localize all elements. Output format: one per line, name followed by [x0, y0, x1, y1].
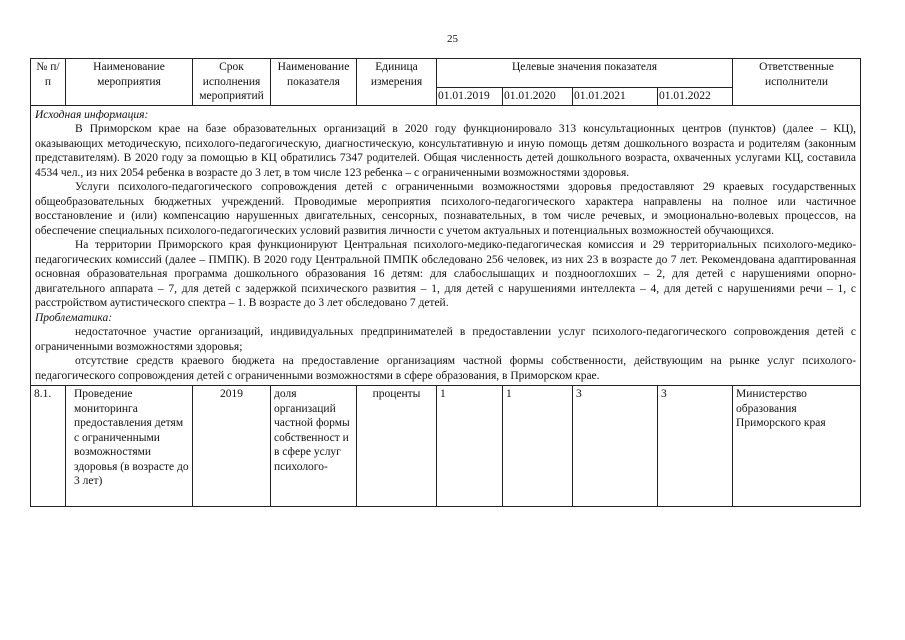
- page-number: 25: [447, 33, 458, 45]
- row-value-2022: 3: [658, 386, 733, 507]
- info-paragraph-1: В Приморском крае на базе образовательных организаций в 2020 году функционировало 313 консультационных центров (пунктов) (далее – КЦ), оказывающих методическую, психолого-педагогическую, диагностическую, консультативную и иную помощь детям дошкольного возраста и родителям (законным представителям). В 2020 году за помощью в КЦ обратились 7347 родителей. Общая численность детей дошкольного возраста, охваченных услугами КЦ, составила 4534 чел., из них 2054 ребенка в возрасте до 3 лет, в том числе 123 ребенка – с ограниченными возможностями здоровья.: [35, 123, 857, 179]
- header-date-2021: 01.01.2021: [573, 88, 658, 106]
- info-row: [31, 105, 861, 386]
- info-paragraph-2: Услуги психолого-педагогического сопровождения детей с ограниченными возможностями здоровья предоставляют 29 краевых государственных общеобразовательных бюджетных учреждений. Проводимые мероприятия психолого-педагогического характера направлены на полное или частичное восстановление и (или) компенсацию нарушенных двигательных, сенсорных, познавательных, в том числе речевых, и эмоционально-волевых процессов, на обеспечение специальных психолого-педагогических условий развития личности с учетом актуальных и потенциальных возможностей обучающихся.: [35, 181, 857, 237]
- header-responsible: Ответственные исполнители: [733, 59, 861, 106]
- source-info-label: Исходная информация:: [35, 108, 149, 121]
- row-responsible: Министерство образования Приморского края: [733, 386, 861, 507]
- problem-item-2: отсутствие средств краевого бюджета на предоставление организациям частной формы собственности, действующим на рынке услуг психолого-педагогического сопровождения детей с ограниченными возможностями в сфере образования, в Приморском крае.: [35, 355, 857, 382]
- header-target: Целевые значения показателя: [437, 59, 733, 88]
- row-value-2021: 3: [573, 386, 658, 507]
- header-unit: Единица измерения: [357, 59, 437, 106]
- row-value-2019: 1: [437, 386, 503, 507]
- problem-item-1: недостаточное участие организаций, индивидуальных предпринимателей в предоставлении услуг психолого-педагогического сопровождения детей с ограниченными возможностями здоровья;: [35, 326, 857, 353]
- header-row: [31, 59, 861, 88]
- header-date-2019: 01.01.2019: [437, 88, 503, 106]
- row-indicator: доля организаций частной формы собственност и в сфере услуг психолого-: [271, 386, 357, 507]
- header-name: Наименование мероприятия: [66, 59, 193, 106]
- row-name: Проведение мониторинга предоставления детям с ограниченными возможностями здоровья (в возрасте до 3 лет): [66, 386, 193, 507]
- header-num: № п/п: [31, 59, 66, 106]
- measures-table: [30, 58, 861, 507]
- row-value-2020: 1: [503, 386, 573, 507]
- header-date-2020: 01.01.2020: [503, 88, 573, 106]
- row-term: 2019: [193, 386, 271, 507]
- row-unit: проценты: [357, 386, 437, 507]
- row-num: 8.1.: [31, 386, 66, 507]
- table-row: [31, 386, 861, 507]
- header-indicator: Наименование показателя: [271, 59, 357, 106]
- header-date-2022: 01.01.2022: [658, 88, 733, 106]
- info-paragraph-3: На территории Приморского края функционируют Центральная психолого-медико-педагогическая комиссия и 29 территориальных психолого-медико-педагогических комиссий (далее – ПМПК). В 2020 году Центральной ПМПК обследовано 256 человек, из них 23 в возрасте до 7 лет. Рекомендована адаптированная основная образовательная программа дошкольного образования 16 детям: для слабослышащих и позднооглохших – 2, для детей с нарушениями опорно-двигательного аппарата – 7, для детей с задержкой психического развития – 1, для детей с нарушениями интеллекта – 4, для детей с нарушениями речи – 1, с расстройством аутистического спектра – 1. В возрасте до 3 лет обследовано 7 детей.: [35, 239, 857, 309]
- header-term: Срок исполнения мероприятий: [193, 59, 271, 106]
- info-block: [31, 105, 861, 386]
- problems-label: Проблематика:: [35, 311, 113, 324]
